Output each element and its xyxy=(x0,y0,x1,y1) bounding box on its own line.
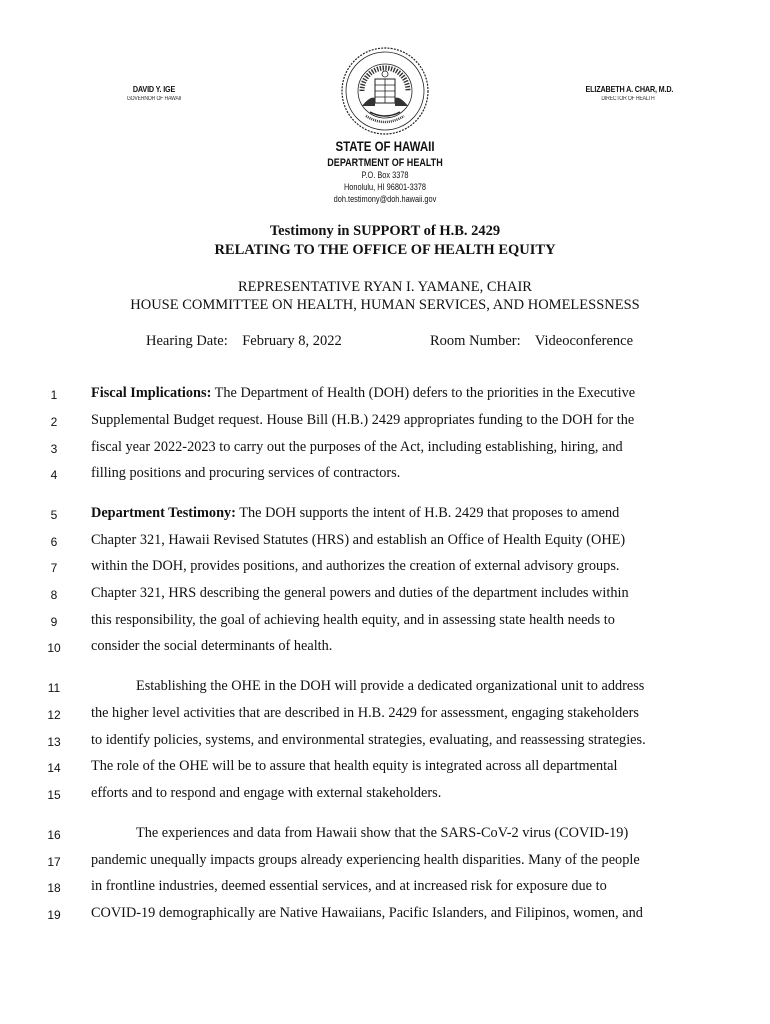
line-text: consider the social determinants of health. xyxy=(91,638,333,654)
line-text: Supplemental Budget request. House Bill (H.B.) 2429 appropriates funding to the DOH for the xyxy=(91,412,635,428)
testimony-line xyxy=(91,385,635,402)
testimony-email: doh.testimony@doh.hawaii.gov xyxy=(333,194,437,204)
line-number: 2 xyxy=(50,415,58,429)
state-of-hawaii-seal-icon xyxy=(340,46,430,136)
line-number: 17 xyxy=(47,855,61,869)
line-text: to identify policies, systems, and environmental strategies, evaluating, and reassessing strategies. xyxy=(91,732,646,748)
line-number: 14 xyxy=(47,761,61,775)
line-text: within the DOH, provides positions, and authorizes the creation of external advisory groups. xyxy=(91,558,620,574)
governor-name: DAVID Y. IGE xyxy=(132,84,176,94)
line-number: 3 xyxy=(50,442,58,456)
governor-block xyxy=(114,84,194,102)
director-title: DIRECTOR OF HEALTH xyxy=(601,96,655,102)
testimony-line xyxy=(91,705,639,722)
line-number: 18 xyxy=(47,881,61,895)
line-text: Chapter 321, HRS describing the general powers and duties of the department includes within xyxy=(91,585,629,601)
director-block xyxy=(578,84,678,102)
hearing-date: February 8, 2022 xyxy=(242,333,342,349)
room-number-label: Room Number: xyxy=(430,333,521,349)
city-address: Honolulu, HI 96801-3378 xyxy=(343,182,427,192)
line-number: 8 xyxy=(50,588,58,602)
testimony-line xyxy=(91,852,640,869)
testimony-line xyxy=(136,678,644,695)
testimony-line xyxy=(91,612,615,629)
line-number: 6 xyxy=(50,535,58,549)
line-text: efforts and to respond and engage with external stakeholders. xyxy=(91,785,442,801)
testimony-line xyxy=(91,439,623,456)
committee-name: HOUSE COMMITTEE ON HEALTH, HUMAN SERVICES, AND HOMELESSNESS xyxy=(130,297,640,313)
testimony-line xyxy=(136,825,628,842)
line-number: 19 xyxy=(47,908,61,922)
line-number: 10 xyxy=(47,641,61,655)
testimony-line xyxy=(91,465,400,482)
line-text: pandemic unequally impacts groups already experiencing health disparities. Many of the people xyxy=(91,852,640,868)
line-number: 5 xyxy=(50,508,58,522)
line-number: 9 xyxy=(50,615,58,629)
testimony-title: Testimony in SUPPORT of H.B. 2429 xyxy=(269,223,501,239)
po-box: P.O. Box 3378 xyxy=(361,170,409,180)
line-text: The DOH supports the intent of H.B. 2429 that proposes to amend xyxy=(235,505,620,521)
agency-block xyxy=(0,138,770,205)
testimony-line xyxy=(91,505,619,522)
line-number: 1 xyxy=(50,388,58,402)
line-number: 15 xyxy=(47,788,61,802)
line-text: The role of the OHE will be to assure that health equity is integrated across all departmental xyxy=(91,758,618,774)
director-name: ELIZABETH A. CHAR, M.D. xyxy=(585,84,674,94)
committee-chair: REPRESENTATIVE RYAN I. YAMANE, CHAIR xyxy=(238,279,532,295)
testimony-line xyxy=(91,585,629,602)
testimony-line xyxy=(91,558,619,575)
hearing-date-line xyxy=(146,333,342,350)
hearing-date-label: Hearing Date: xyxy=(146,333,228,349)
testimony-line xyxy=(91,905,643,922)
line-number: 7 xyxy=(50,561,58,575)
line-text: Establishing the OHE in the DOH will provide a dedicated organizational unit to address xyxy=(136,678,645,694)
line-text: COVID-19 demographically are Native Hawaiians, Pacific Islanders, and Filipinos, women, and xyxy=(91,905,643,921)
testimony-line xyxy=(91,412,634,429)
line-text: The experiences and data from Hawaii show that the SARS-CoV-2 virus (COVID-19) xyxy=(136,825,629,841)
line-number: 13 xyxy=(47,735,61,749)
line-text: filling positions and procuring services of contractors. xyxy=(91,465,401,481)
room-number: Videoconference xyxy=(534,333,634,349)
line-text: fiscal year 2022-2023 to carry out the purposes of the Act, including establishing, hiring, and xyxy=(91,439,623,455)
governor-title: GOVERNOR OF HAWAII xyxy=(126,96,182,102)
room-number-line xyxy=(430,333,633,350)
line-number: 11 xyxy=(47,681,61,695)
line-number: 12 xyxy=(47,708,61,722)
state-name: STATE OF HAWAII xyxy=(335,138,435,154)
testimony-line xyxy=(91,638,332,655)
line-text: Chapter 321, Hawaii Revised Statutes (HRS) and establish an Office of Health Equity (OHE) xyxy=(91,532,626,548)
department-name: DEPARTMENT OF HEALTH xyxy=(327,157,443,169)
line-text: this responsibility, the goal of achieving health equity, and in assessing state health needs to xyxy=(91,612,615,628)
testimony-line xyxy=(91,785,441,802)
testimony-line xyxy=(91,758,617,775)
section-heading: Fiscal Implications: xyxy=(91,385,212,401)
line-text: The Department of Health (DOH) defers to the priorities in the Executive xyxy=(211,385,636,401)
line-text: in frontline industries, deemed essential services, and at increased risk for exposure due to xyxy=(91,878,607,894)
section-heading: Department Testimony: xyxy=(91,505,236,521)
testimony-line xyxy=(91,878,607,895)
testimony-line xyxy=(91,732,646,749)
line-number: 4 xyxy=(50,468,58,482)
testimony-subtitle: RELATING TO THE OFFICE OF HEALTH EQUITY xyxy=(214,242,556,258)
line-text: the higher level activities that are described in H.B. 2429 for assessment, engaging stakeholders xyxy=(91,705,639,721)
line-number: 16 xyxy=(47,828,61,842)
testimony-line xyxy=(91,532,625,549)
